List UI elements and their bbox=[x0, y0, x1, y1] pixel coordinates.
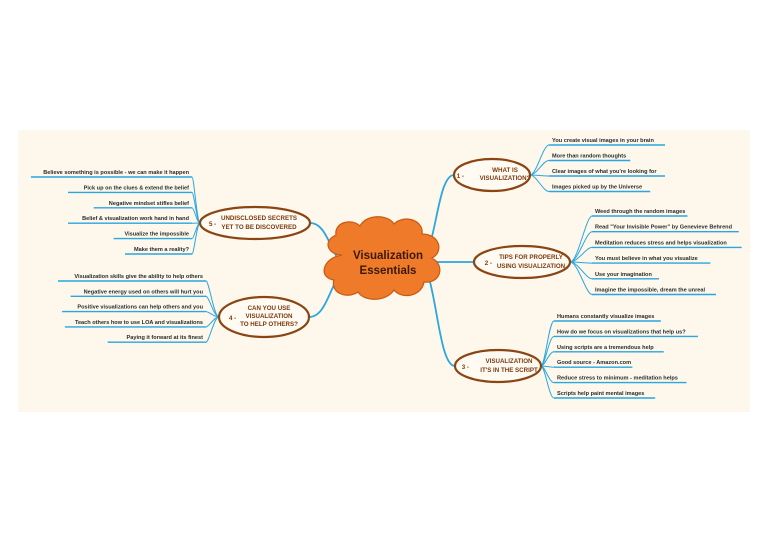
branch-title-line: TIPS FOR PROPERLY bbox=[499, 254, 563, 261]
leaf-label: Imagine the impossible, dream the unreal bbox=[595, 287, 706, 294]
leaf-topic[interactable] bbox=[554, 345, 664, 352]
leaf-label: You must believe in what you visualize bbox=[595, 256, 698, 263]
leaf-label: Scripts help paint mental images bbox=[557, 391, 645, 397]
leaf-topic[interactable] bbox=[592, 240, 742, 247]
branch-topic-b2[interactable] bbox=[474, 246, 570, 278]
leaf-label: Visualization skills give the ability to help others bbox=[74, 274, 203, 280]
leaf-topic[interactable] bbox=[554, 376, 687, 383]
leaf-topic[interactable] bbox=[592, 272, 659, 279]
branch-title-line: VISUALIZATION? bbox=[479, 175, 531, 182]
leaf-topic[interactable] bbox=[554, 329, 698, 336]
branch-title-line: CAN YOU USE bbox=[247, 305, 291, 312]
leaf-label: Images picked up by the Universe bbox=[552, 184, 643, 191]
branch-number: 4 - bbox=[229, 315, 237, 322]
leaf-label: Paying it forward at its finest bbox=[126, 335, 203, 342]
leaf-label: Pick up on the clues & extend the belief bbox=[83, 185, 189, 192]
branch-title-line: WHAT IS bbox=[492, 167, 518, 174]
leaf-topic[interactable] bbox=[65, 320, 206, 327]
central-title-line1: Visualization bbox=[352, 250, 424, 262]
leaf-topic[interactable] bbox=[592, 225, 739, 232]
leaf-topic[interactable] bbox=[125, 247, 192, 254]
branch-topic-b1[interactable] bbox=[454, 159, 531, 191]
leaf-label: Good source - Amazon.com bbox=[557, 360, 632, 367]
branch-topic-b4[interactable] bbox=[219, 297, 309, 337]
branch-number: 3 - bbox=[461, 364, 469, 371]
branch-number: 5 - bbox=[209, 221, 217, 228]
leaf-label: Teach others how to use LOA and visualizations bbox=[74, 319, 203, 326]
leaf-topic[interactable] bbox=[592, 288, 716, 295]
leaf-topic[interactable] bbox=[554, 391, 655, 398]
leaf-label: Humans constantly visualize images bbox=[557, 314, 655, 320]
leaf-topic[interactable] bbox=[71, 289, 206, 296]
leaf-topic[interactable] bbox=[549, 154, 630, 161]
leaf-label: Make them a reality? bbox=[133, 247, 189, 253]
leaf-topic[interactable] bbox=[549, 138, 665, 145]
leaf-label: Use your imagination bbox=[595, 271, 652, 278]
leaf-topic[interactable] bbox=[554, 360, 632, 367]
leaf-topic[interactable] bbox=[114, 232, 192, 239]
leaf-label: Visualize the impossible bbox=[124, 231, 189, 238]
leaf-label: More than random thoughts bbox=[552, 153, 627, 160]
leaf-topic[interactable] bbox=[68, 185, 192, 192]
leaf-topic[interactable] bbox=[94, 201, 192, 208]
branch-title-line: USING VISUALIZATION bbox=[496, 263, 566, 270]
branch-bubble bbox=[200, 207, 310, 239]
leaf-label: How do we focus on visualizations that help us? bbox=[557, 329, 686, 336]
leaf-topic[interactable] bbox=[554, 314, 661, 321]
branch-number: 1 - bbox=[456, 173, 464, 180]
leaf-topic[interactable] bbox=[549, 169, 665, 176]
leaf-label: Reduce stress to minimum - meditation helps bbox=[557, 375, 678, 382]
branch-title-line: UNDISCLOSED SECRETS bbox=[221, 215, 297, 222]
branch-number: 2 - bbox=[484, 260, 492, 267]
leaf-topic[interactable] bbox=[592, 256, 710, 263]
branch-title-line: VISUALIZATION bbox=[245, 313, 293, 320]
leaf-topic[interactable] bbox=[549, 185, 650, 192]
leaf-label: Negative mindset stifles belief bbox=[108, 200, 189, 207]
leaf-label: Believe something is possible - we can make it happen bbox=[43, 170, 189, 176]
branch-title-line: TO HELP OTHERS? bbox=[240, 321, 298, 328]
branch-topic-b5[interactable] bbox=[200, 207, 310, 239]
leaf-topic[interactable] bbox=[58, 274, 206, 281]
branch-title-line: YET TO BE DISCOVERED bbox=[221, 224, 297, 231]
branch-title-line: VISUALIZATION bbox=[485, 358, 533, 365]
leaf-topic[interactable] bbox=[62, 305, 206, 312]
leaf-label: Belief & visualization work hand in hand bbox=[82, 216, 189, 223]
leaf-label: You create visual images in your brain bbox=[552, 138, 654, 144]
leaf-topic[interactable] bbox=[592, 209, 688, 216]
leaf-label: Using scripts are a tremendous help bbox=[557, 344, 654, 351]
branch-title-line: IT'S IN THE SCRIPT bbox=[480, 367, 538, 374]
leaf-label: Positive visualizations can help others and you bbox=[77, 304, 203, 311]
leaf-label: Negative energy used on others will hurt you bbox=[83, 289, 203, 296]
leaf-label: Clear images of what you're looking for bbox=[552, 169, 657, 175]
central-title-line2: Essentials bbox=[359, 265, 417, 277]
leaf-label: Meditation reduces stress and helps visualization bbox=[595, 240, 727, 247]
leaf-topic[interactable] bbox=[68, 216, 192, 223]
leaf-label: Read "Your Invisible Power" by Genevieve Behrend bbox=[595, 224, 733, 231]
leaf-topic[interactable] bbox=[31, 170, 192, 177]
leaf-label: Weed through the random images bbox=[595, 209, 686, 215]
branch-topic-b3[interactable] bbox=[455, 350, 541, 382]
